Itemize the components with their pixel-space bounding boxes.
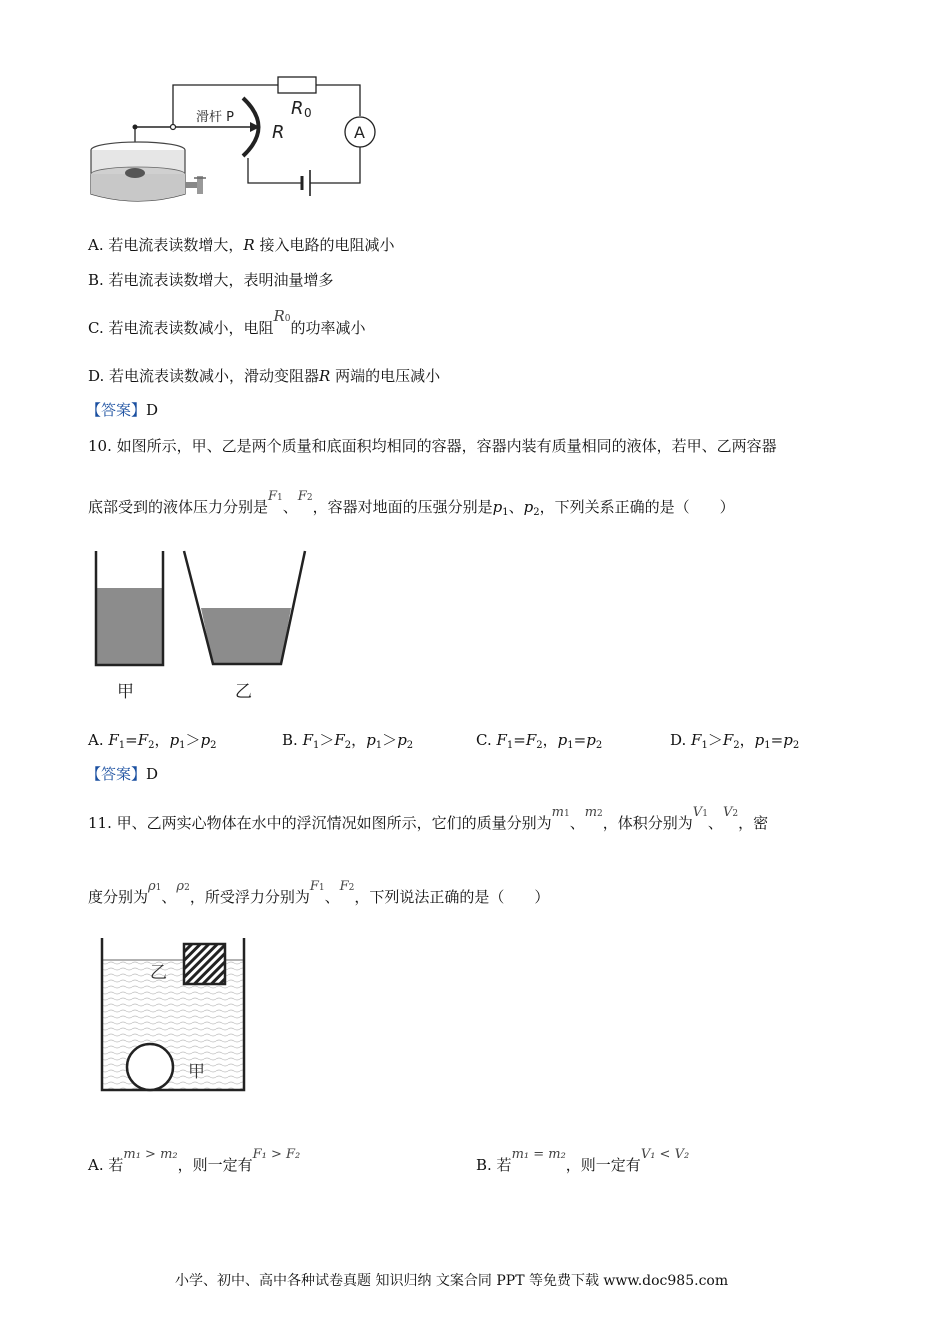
oil-gauge-circuit-figure	[88, 70, 388, 210]
q9-option-d: D. 若电流表读数减小，滑动变阻器R 两端的电压减小	[88, 367, 441, 385]
r0-sub: 0	[304, 106, 312, 120]
q9-option-b: B. 若电流表读数增大，表明油量增多	[88, 271, 334, 289]
floating-objects-figure	[96, 936, 252, 1096]
q11-option-a: A. 若m₁ > m₂，则一定有F₁ > F₂	[88, 1147, 301, 1174]
q9-answer: 【答案】D	[86, 401, 159, 419]
q10-stem-line2: 底部受到的液体压力分别是F1、F2，容器对地面的压强分别是$p_1$、$p_2$，下列关系正确的是（ ）	[88, 489, 735, 518]
label-yi: 乙	[150, 963, 167, 983]
q9-option-c: C. 若电流表读数减小，电阻R0的功率减小	[88, 307, 366, 337]
q11-stem-line2: 度分别为ρ1、ρ2，所受浮力分别为F1、F2，下列说法正确的是（ ）	[88, 879, 550, 906]
containers-figure	[90, 548, 320, 704]
q9-option-a: A. 若电流表读数增大，R 接入电路的电阻减小	[88, 236, 395, 254]
q10-option-d: D. $F_1>F_2$，$p_1=p_2$	[670, 731, 800, 751]
q11-option-b: B. 若m₁ = m₂，则一定有V₁ < V₂	[476, 1147, 690, 1174]
label-yi: 乙	[235, 682, 252, 702]
r0-label: R	[291, 98, 304, 119]
label-jia: 甲	[117, 682, 134, 702]
q10-option-c: C. $F_1=F_2$，$p_1=p_2$	[476, 731, 603, 751]
ammeter-label: A	[354, 123, 365, 142]
q10-stem-line1: 10. 如图所示，甲、乙是两个质量和底面积均相同的容器，容器内装有质量相同的液体，若甲、乙两容器	[88, 437, 777, 455]
q10-option-b: B. $F_1>F_2$，$p_1>p_2$	[282, 731, 414, 751]
page-footer: 小学、初中、高中各种试卷真题 知识归纳 文案合同 PPT 等免费下载 www.doc985.com	[175, 1273, 729, 1289]
q10-option-a: A. $F_1=F_2$，$p_1>p_2$	[88, 731, 217, 751]
slider-label: 滑杆 P	[196, 110, 234, 125]
q11-stem-line1: 11. 甲、乙两实心物体在水中的浮沉情况如图所示，它们的质量分别为m1、m2，体积分别为V1、V2，密	[88, 805, 769, 832]
q10-answer: 【答案】D	[86, 765, 159, 783]
label-jia: 甲	[188, 1062, 205, 1082]
r-label: R	[272, 122, 285, 143]
